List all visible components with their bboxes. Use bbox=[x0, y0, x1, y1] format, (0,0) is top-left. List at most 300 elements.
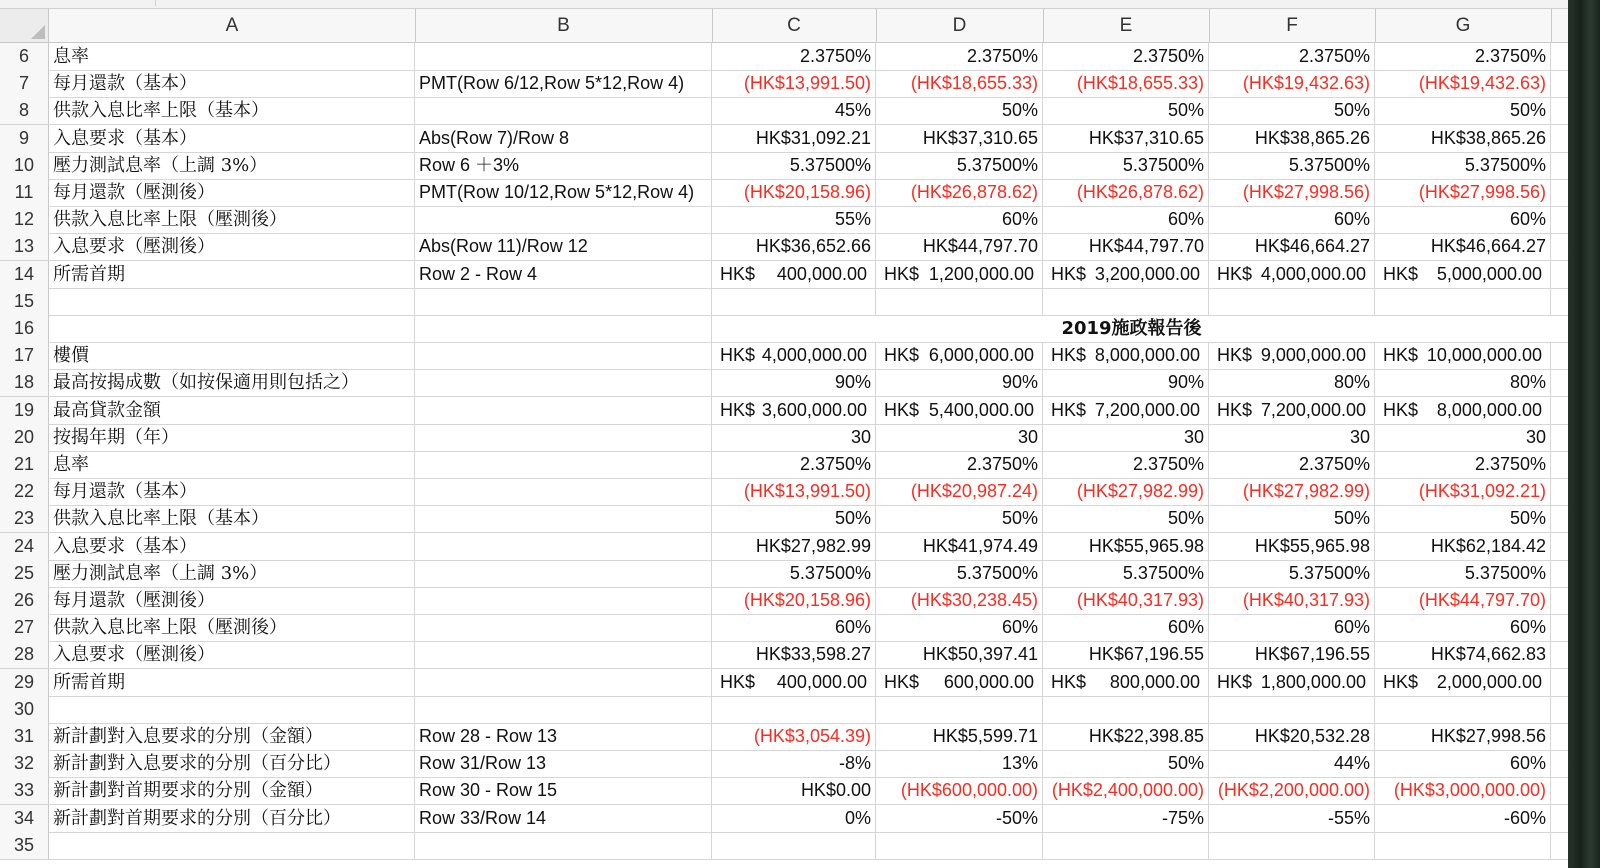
cell-e[interactable]: 2.3750% bbox=[1043, 451, 1209, 478]
cell-g[interactable]: 50% bbox=[1375, 97, 1551, 124]
currency-amount: 4,000,000.00 bbox=[1260, 263, 1366, 284]
currency-prefix: HK$ bbox=[1383, 399, 1419, 420]
cell-e[interactable]: 90% bbox=[1043, 369, 1209, 396]
cell-d[interactable]: 2.3750% bbox=[876, 451, 1043, 478]
cell-c[interactable]: 60% bbox=[712, 614, 876, 641]
cell-c[interactable] bbox=[712, 261, 876, 288]
cell-d[interactable]: (HK$20,987.24) bbox=[876, 478, 1043, 505]
row-header[interactable]: 19 bbox=[0, 397, 49, 424]
row-header[interactable]: 30 bbox=[0, 696, 49, 723]
cell-c[interactable]: HK$27,982.99 bbox=[712, 533, 876, 560]
cell-d[interactable]: 50% bbox=[876, 97, 1043, 124]
cell-a[interactable]: 壓力測試息率（上調 3%） bbox=[49, 560, 415, 587]
table-row bbox=[0, 533, 1568, 561]
table-row bbox=[0, 152, 1568, 180]
cell-b[interactable]: Row 30 - Row 15 bbox=[415, 777, 712, 804]
cell-e[interactable] bbox=[1043, 261, 1209, 288]
row-header[interactable]: 18 bbox=[0, 369, 49, 396]
cell-d[interactable]: (HK$600,000.00) bbox=[876, 777, 1043, 804]
cell-c[interactable]: 5.37500% bbox=[712, 152, 876, 179]
cell-b[interactable] bbox=[415, 369, 712, 396]
cell-e[interactable]: -75% bbox=[1043, 805, 1209, 832]
cell-f[interactable]: 5.37500% bbox=[1209, 560, 1375, 587]
cell-d[interactable]: 50% bbox=[876, 505, 1043, 532]
cell-g[interactable]: 2.3750% bbox=[1375, 451, 1551, 478]
toolbar-divider bbox=[155, 0, 156, 6]
currency-prefix: HK$ bbox=[884, 399, 920, 420]
cell-b[interactable] bbox=[415, 560, 712, 587]
cell-b[interactable]: PMT(Row 10/12,Row 5*12,Row 4) bbox=[415, 179, 712, 206]
cell-f[interactable]: 2.3750% bbox=[1209, 43, 1375, 70]
cell-c[interactable]: 0% bbox=[712, 805, 876, 832]
cell-f[interactable]: HK$38,865.26 bbox=[1209, 125, 1375, 152]
currency-prefix: HK$ bbox=[720, 671, 756, 692]
cell-g[interactable]: 60% bbox=[1375, 750, 1551, 777]
currency-prefix: HK$ bbox=[1383, 345, 1419, 366]
cell-f[interactable]: (HK$27,998.56) bbox=[1209, 179, 1375, 206]
row-header[interactable]: 20 bbox=[0, 424, 49, 451]
cell-b[interactable] bbox=[415, 397, 712, 424]
row-header[interactable]: 9 bbox=[0, 125, 49, 152]
cell-e[interactable]: HK$67,196.55 bbox=[1043, 641, 1209, 668]
formula-bar-edge bbox=[0, 0, 1568, 9]
cell-a[interactable]: 供款入息比率上限（壓測後） bbox=[49, 206, 415, 233]
currency-prefix: HK$ bbox=[1217, 671, 1253, 692]
cell-a[interactable] bbox=[49, 832, 415, 859]
cell-b[interactable] bbox=[415, 424, 712, 451]
row-header[interactable]: 13 bbox=[0, 233, 49, 260]
table-row bbox=[0, 669, 1568, 697]
cell-f[interactable]: 80% bbox=[1209, 369, 1375, 396]
cell-c[interactable]: (HK$3,054.39) bbox=[712, 723, 876, 750]
cell-e[interactable] bbox=[1043, 669, 1209, 696]
cell-f[interactable]: HK$55,965.98 bbox=[1209, 533, 1375, 560]
table-row bbox=[0, 723, 1568, 751]
cell-g[interactable]: 2.3750% bbox=[1375, 43, 1551, 70]
cell-d[interactable]: -50% bbox=[876, 805, 1043, 832]
cell-a[interactable]: 最高按揭成數（如按保適用則包括之） bbox=[49, 369, 415, 396]
column-header-f[interactable]: F bbox=[1209, 9, 1376, 42]
cell-c[interactable]: 5.37500% bbox=[712, 560, 876, 587]
cell-a[interactable]: 每月還款（壓測後） bbox=[49, 587, 415, 614]
cell-e[interactable]: (HK$40,317.93) bbox=[1043, 587, 1209, 614]
column-header-d[interactable]: D bbox=[876, 9, 1044, 42]
row-header[interactable]: 22 bbox=[0, 478, 49, 505]
cell-g[interactable]: HK$62,184.42 bbox=[1375, 533, 1551, 560]
cell-b[interactable] bbox=[415, 315, 712, 342]
cell-a[interactable]: 供款入息比率上限（基本） bbox=[49, 505, 415, 532]
cell-e[interactable]: 5.37500% bbox=[1043, 560, 1209, 587]
cell-g[interactable]: 5.37500% bbox=[1375, 560, 1551, 587]
cell-c[interactable]: 90% bbox=[712, 369, 876, 396]
cell-f[interactable]: 60% bbox=[1209, 206, 1375, 233]
cell-e[interactable]: (HK$18,655.33) bbox=[1043, 70, 1209, 97]
row-header[interactable]: 21 bbox=[0, 451, 49, 478]
column-header-c[interactable]: C bbox=[712, 9, 877, 42]
cell-f[interactable]: (HK$19,432.63) bbox=[1209, 70, 1375, 97]
cell-d[interactable]: 90% bbox=[876, 369, 1043, 396]
cell-g[interactable]: HK$74,662.83 bbox=[1375, 641, 1551, 668]
cell-f[interactable]: (HK$40,317.93) bbox=[1209, 587, 1375, 614]
table-row bbox=[0, 832, 1568, 860]
cell-a[interactable]: 每月還款（壓測後） bbox=[49, 179, 415, 206]
cell-d[interactable]: 60% bbox=[876, 206, 1043, 233]
cell-d[interactable]: 5.37500% bbox=[876, 560, 1043, 587]
cell-d[interactable] bbox=[876, 669, 1043, 696]
cell-c[interactable] bbox=[712, 832, 876, 859]
cell-d[interactable]: HK$41,974.49 bbox=[876, 533, 1043, 560]
cell-a[interactable]: 每月還款（基本） bbox=[49, 70, 415, 97]
currency-prefix: HK$ bbox=[720, 263, 756, 284]
currency-amount: 3,600,000.00 bbox=[761, 399, 867, 420]
currency-amount: 9,000,000.00 bbox=[1260, 345, 1366, 366]
cell-f[interactable]: HK$46,664.27 bbox=[1209, 233, 1375, 260]
table-row bbox=[0, 805, 1568, 833]
cell-e[interactable] bbox=[1043, 397, 1209, 424]
cell-g[interactable]: 60% bbox=[1375, 614, 1551, 641]
row-header[interactable]: 17 bbox=[0, 342, 49, 369]
cell-b[interactable]: Abs(Row 11)/Row 12 bbox=[415, 233, 712, 260]
column-header-e[interactable]: E bbox=[1043, 9, 1210, 42]
cell-d[interactable]: (HK$18,655.33) bbox=[876, 70, 1043, 97]
cell-b[interactable] bbox=[415, 533, 712, 560]
cell-b[interactable] bbox=[415, 288, 712, 315]
currency-prefix: HK$ bbox=[1051, 399, 1087, 420]
column-header-b[interactable]: B bbox=[415, 9, 713, 42]
cell-a[interactable]: 壓力測試息率（上調 3%） bbox=[49, 152, 415, 179]
cell-a[interactable]: 供款入息比率上限（壓測後） bbox=[49, 614, 415, 641]
cell-b[interactable]: Row 33/Row 14 bbox=[415, 805, 712, 832]
cell-g[interactable] bbox=[1375, 261, 1551, 288]
row-header[interactable]: 32 bbox=[0, 750, 49, 777]
cell-d[interactable]: (HK$30,238.45) bbox=[876, 587, 1043, 614]
currency-prefix: HK$ bbox=[1051, 345, 1087, 366]
select-all-icon bbox=[31, 25, 45, 39]
cell-a[interactable]: 所需首期 bbox=[49, 261, 415, 288]
cell-g[interactable] bbox=[1375, 397, 1551, 424]
row-header[interactable]: 24 bbox=[0, 533, 49, 560]
cell-c[interactable]: 30 bbox=[712, 424, 876, 451]
currency-prefix: HK$ bbox=[1383, 263, 1419, 284]
cell-b[interactable] bbox=[415, 451, 712, 478]
cell-d[interactable]: HK$50,397.41 bbox=[876, 641, 1043, 668]
currency-amount: 7,200,000.00 bbox=[1094, 399, 1200, 420]
cell-g[interactable] bbox=[1375, 696, 1551, 723]
cell-d[interactable]: HK$37,310.65 bbox=[876, 125, 1043, 152]
cell-b[interactable] bbox=[415, 97, 712, 124]
cell-g[interactable] bbox=[1375, 288, 1551, 315]
cell-a[interactable]: 息率 bbox=[49, 43, 415, 70]
cell-g[interactable]: -60% bbox=[1375, 805, 1551, 832]
cell-f[interactable] bbox=[1209, 832, 1375, 859]
cell-b[interactable]: Row 6 ＋3% bbox=[415, 152, 712, 179]
cell-f[interactable] bbox=[1209, 261, 1375, 288]
cell-b[interactable]: PMT(Row 6/12,Row 5*12,Row 4) bbox=[415, 70, 712, 97]
cell-f[interactable]: 30 bbox=[1209, 424, 1375, 451]
cell-a[interactable]: 供款入息比率上限（基本） bbox=[49, 97, 415, 124]
currency-prefix: HK$ bbox=[1217, 263, 1253, 284]
cell-c[interactable]: 55% bbox=[712, 206, 876, 233]
table-row bbox=[0, 424, 1568, 452]
row-header[interactable]: 11 bbox=[0, 179, 49, 206]
cell-a[interactable]: 入息要求（基本） bbox=[49, 533, 415, 560]
cell-g[interactable]: (HK$31,092.21) bbox=[1375, 478, 1551, 505]
row-header[interactable]: 7 bbox=[0, 70, 49, 97]
cell-d[interactable] bbox=[876, 261, 1043, 288]
currency-amount: 400,000.00 bbox=[776, 671, 867, 692]
cell-g[interactable]: (HK$27,998.56) bbox=[1375, 179, 1551, 206]
cell-b[interactable] bbox=[415, 587, 712, 614]
currency-amount: 5,000,000.00 bbox=[1436, 263, 1542, 284]
cell-a[interactable]: 新計劃對入息要求的分別（百分比） bbox=[49, 750, 415, 777]
currency-amount: 6,000,000.00 bbox=[928, 345, 1034, 366]
table-row bbox=[0, 560, 1568, 588]
cell-c[interactable]: HK$0.00 bbox=[712, 777, 876, 804]
cell-d[interactable] bbox=[876, 288, 1043, 315]
cell-e[interactable] bbox=[1043, 288, 1209, 315]
cell-g[interactable] bbox=[1375, 342, 1551, 369]
cell-f[interactable]: 2.3750% bbox=[1209, 451, 1375, 478]
cell-a[interactable] bbox=[49, 696, 415, 723]
currency-prefix: HK$ bbox=[884, 671, 920, 692]
cell-e[interactable]: HK$22,398.85 bbox=[1043, 723, 1209, 750]
cell-g[interactable]: (HK$44,797.70) bbox=[1375, 587, 1551, 614]
cell-d[interactable]: 13% bbox=[876, 750, 1043, 777]
cell-e[interactable]: 2.3750% bbox=[1043, 43, 1209, 70]
cell-f[interactable]: 50% bbox=[1209, 505, 1375, 532]
cell-g[interactable]: 80% bbox=[1375, 369, 1551, 396]
cell-d[interactable] bbox=[876, 342, 1043, 369]
row-header[interactable]: 29 bbox=[0, 669, 49, 696]
cell-b[interactable]: Abs(Row 7)/Row 8 bbox=[415, 125, 712, 152]
cell-b[interactable] bbox=[415, 342, 712, 369]
cell-f[interactable] bbox=[1209, 696, 1375, 723]
cell-b[interactable] bbox=[415, 43, 712, 70]
cell-a[interactable]: 入息要求（壓測後） bbox=[49, 641, 415, 668]
cell-a[interactable]: 新計劃對入息要求的分別（金額） bbox=[49, 723, 415, 750]
cell-e[interactable]: (HK$2,400,000.00) bbox=[1043, 777, 1209, 804]
select-all-button[interactable] bbox=[0, 9, 49, 42]
cell-f[interactable] bbox=[1209, 288, 1375, 315]
column-header-a[interactable]: A bbox=[49, 9, 416, 42]
cell-d[interactable]: (HK$26,878.62) bbox=[876, 179, 1043, 206]
cell-e[interactable]: 60% bbox=[1043, 614, 1209, 641]
currency-prefix: HK$ bbox=[1383, 671, 1419, 692]
row-header[interactable]: 25 bbox=[0, 560, 49, 587]
cell-f[interactable] bbox=[1209, 397, 1375, 424]
cell-b[interactable]: Row 28 - Row 13 bbox=[415, 723, 712, 750]
row-header[interactable]: 14 bbox=[0, 261, 49, 288]
cell-b[interactable] bbox=[415, 206, 712, 233]
cell-e[interactable] bbox=[1043, 342, 1209, 369]
cell-b[interactable] bbox=[415, 832, 712, 859]
cell-g[interactable]: 30 bbox=[1375, 424, 1551, 451]
cell-e[interactable]: (HK$27,982.99) bbox=[1043, 478, 1209, 505]
cell-f[interactable]: (HK$27,982.99) bbox=[1209, 478, 1375, 505]
table-row bbox=[0, 206, 1568, 234]
cell-a[interactable]: 按揭年期（年） bbox=[49, 424, 415, 451]
currency-amount: 1,200,000.00 bbox=[928, 263, 1034, 284]
cell-d[interactable]: 60% bbox=[876, 614, 1043, 641]
cell-d[interactable]: 30 bbox=[876, 424, 1043, 451]
cell-a[interactable] bbox=[49, 315, 415, 342]
row-header[interactable]: 34 bbox=[0, 805, 49, 832]
cell-e[interactable]: HK$55,965.98 bbox=[1043, 533, 1209, 560]
currency-amount: 8,000,000.00 bbox=[1094, 345, 1200, 366]
cell-g[interactable] bbox=[1375, 669, 1551, 696]
cell-e[interactable]: HK$37,310.65 bbox=[1043, 125, 1209, 152]
cell-c[interactable]: (HK$20,158.96) bbox=[712, 587, 876, 614]
cell-b[interactable] bbox=[415, 614, 712, 641]
cell-c[interactable] bbox=[712, 288, 876, 315]
cell-c[interactable]: 50% bbox=[712, 505, 876, 532]
row-header[interactable]: 28 bbox=[0, 641, 49, 668]
table-row bbox=[0, 750, 1568, 778]
cell-b[interactable]: Row 2 - Row 4 bbox=[415, 261, 712, 288]
table-row bbox=[0, 397, 1568, 425]
currency-amount: 10,000,000.00 bbox=[1426, 345, 1542, 366]
cell-e[interactable] bbox=[1043, 832, 1209, 859]
table-row bbox=[0, 179, 1568, 207]
cell-g[interactable]: 5.37500% bbox=[1375, 152, 1551, 179]
cell-d[interactable]: HK$44,797.70 bbox=[876, 233, 1043, 260]
row-header[interactable]: 15 bbox=[0, 288, 49, 315]
section-title[interactable]: 2019施政報告後 bbox=[1061, 318, 1202, 339]
cell-g[interactable]: (HK$3,000,000.00) bbox=[1375, 777, 1551, 804]
cell-g[interactable]: HK$38,865.26 bbox=[1375, 125, 1551, 152]
cell-a[interactable]: 入息要求（基本） bbox=[49, 125, 415, 152]
cell-c[interactable] bbox=[712, 669, 876, 696]
cell-g[interactable]: (HK$19,432.63) bbox=[1375, 70, 1551, 97]
cell-c[interactable]: HK$31,092.21 bbox=[712, 125, 876, 152]
cell-f[interactable]: 50% bbox=[1209, 97, 1375, 124]
currency-amount: 800,000.00 bbox=[1109, 671, 1200, 692]
currency-amount: 600,000.00 bbox=[943, 671, 1034, 692]
cell-g[interactable]: 60% bbox=[1375, 206, 1551, 233]
cell-f[interactable]: 5.37500% bbox=[1209, 152, 1375, 179]
cell-c[interactable]: 2.3750% bbox=[712, 451, 876, 478]
cell-b[interactable]: Row 31/Row 13 bbox=[415, 750, 712, 777]
currency-amount: 8,000,000.00 bbox=[1436, 399, 1542, 420]
cell-f[interactable] bbox=[1209, 342, 1375, 369]
cell-d[interactable]: 5.37500% bbox=[876, 152, 1043, 179]
table-row bbox=[0, 478, 1568, 506]
cell-c[interactable] bbox=[712, 397, 876, 424]
table-row bbox=[0, 342, 1568, 370]
cell-c[interactable]: (HK$13,991.50) bbox=[712, 478, 876, 505]
cell-a[interactable]: 所需首期 bbox=[49, 669, 415, 696]
cell-c[interactable]: HK$36,652.66 bbox=[712, 233, 876, 260]
currency-prefix: HK$ bbox=[1217, 345, 1253, 366]
cell-e[interactable]: 50% bbox=[1043, 97, 1209, 124]
cell-d[interactable] bbox=[876, 397, 1043, 424]
cell-f[interactable]: HK$67,196.55 bbox=[1209, 641, 1375, 668]
table-row bbox=[0, 43, 1568, 71]
row-header[interactable]: 23 bbox=[0, 505, 49, 532]
cell-d[interactable] bbox=[876, 696, 1043, 723]
row-header[interactable]: 8 bbox=[0, 97, 49, 124]
cell-f[interactable]: HK$20,532.28 bbox=[1209, 723, 1375, 750]
table-row bbox=[0, 696, 1568, 724]
cell-c[interactable]: (HK$20,158.96) bbox=[712, 179, 876, 206]
cell-a[interactable]: 每月還款（基本） bbox=[49, 478, 415, 505]
currency-prefix: HK$ bbox=[720, 399, 756, 420]
column-header-g[interactable]: G bbox=[1375, 9, 1552, 42]
currency-prefix: HK$ bbox=[884, 263, 920, 284]
cell-d[interactable]: 2.3750% bbox=[876, 43, 1043, 70]
table-row bbox=[0, 97, 1568, 125]
cell-b[interactable] bbox=[415, 696, 712, 723]
cell-e[interactable]: 60% bbox=[1043, 206, 1209, 233]
row-header[interactable]: 35 bbox=[0, 832, 49, 859]
cell-grid bbox=[0, 43, 1568, 868]
currency-amount: 2,000,000.00 bbox=[1436, 671, 1542, 692]
cell-g[interactable]: HK$46,664.27 bbox=[1375, 233, 1551, 260]
cell-e[interactable]: 30 bbox=[1043, 424, 1209, 451]
currency-prefix: HK$ bbox=[720, 345, 756, 366]
cell-c[interactable]: 2.3750% bbox=[712, 43, 876, 70]
row-header[interactable]: 16 bbox=[0, 315, 49, 342]
cell-e[interactable]: HK$44,797.70 bbox=[1043, 233, 1209, 260]
cell-a[interactable]: 最高貸款金額 bbox=[49, 397, 415, 424]
cell-a[interactable]: 樓價 bbox=[49, 342, 415, 369]
cell-c[interactable] bbox=[712, 342, 876, 369]
row-header[interactable]: 26 bbox=[0, 587, 49, 614]
row-header[interactable]: 33 bbox=[0, 777, 49, 804]
cell-f[interactable]: (HK$2,200,000.00) bbox=[1209, 777, 1375, 804]
cell-c[interactable]: 45% bbox=[712, 97, 876, 124]
table-row bbox=[0, 125, 1568, 153]
cell-g[interactable] bbox=[1375, 832, 1551, 859]
cell-a[interactable]: 入息要求（壓測後） bbox=[49, 233, 415, 260]
cell-c[interactable]: -8% bbox=[712, 750, 876, 777]
cell-e[interactable]: 5.37500% bbox=[1043, 152, 1209, 179]
cell-e[interactable]: (HK$26,878.62) bbox=[1043, 179, 1209, 206]
cell-e[interactable] bbox=[1043, 696, 1209, 723]
cell-e[interactable]: 50% bbox=[1043, 505, 1209, 532]
cell-f[interactable]: 44% bbox=[1209, 750, 1375, 777]
cell-d[interactable]: HK$5,599.71 bbox=[876, 723, 1043, 750]
currency-amount: 4,000,000.00 bbox=[761, 345, 867, 366]
cell-e[interactable]: 50% bbox=[1043, 750, 1209, 777]
cell-d[interactable] bbox=[876, 832, 1043, 859]
cell-g[interactable]: HK$27,998.56 bbox=[1375, 723, 1551, 750]
table-row bbox=[0, 261, 1568, 289]
cell-a[interactable]: 新計劃對首期要求的分別（金額） bbox=[49, 777, 415, 804]
cell-g[interactable]: 50% bbox=[1375, 505, 1551, 532]
cell-a[interactable] bbox=[49, 288, 415, 315]
row-header[interactable]: 27 bbox=[0, 614, 49, 641]
row-header[interactable]: 12 bbox=[0, 206, 49, 233]
cell-c[interactable] bbox=[712, 696, 876, 723]
cell-c[interactable]: HK$33,598.27 bbox=[712, 641, 876, 668]
background-edge bbox=[1568, 0, 1600, 868]
cell-c[interactable]: (HK$13,991.50) bbox=[712, 70, 876, 97]
cell-b[interactable] bbox=[415, 505, 712, 532]
cell-a[interactable]: 新計劃對首期要求的分別（百分比） bbox=[49, 805, 415, 832]
row-header[interactable]: 31 bbox=[0, 723, 49, 750]
row-header[interactable]: 10 bbox=[0, 152, 49, 179]
cell-b[interactable] bbox=[415, 641, 712, 668]
cell-f[interactable]: 60% bbox=[1209, 614, 1375, 641]
cell-f[interactable] bbox=[1209, 669, 1375, 696]
cell-b[interactable] bbox=[415, 478, 712, 505]
cell-a[interactable]: 息率 bbox=[49, 451, 415, 478]
cell-f[interactable]: -55% bbox=[1209, 805, 1375, 832]
currency-amount: 3,200,000.00 bbox=[1094, 263, 1200, 284]
row-header[interactable]: 6 bbox=[0, 43, 49, 70]
cell-b[interactable] bbox=[415, 669, 712, 696]
